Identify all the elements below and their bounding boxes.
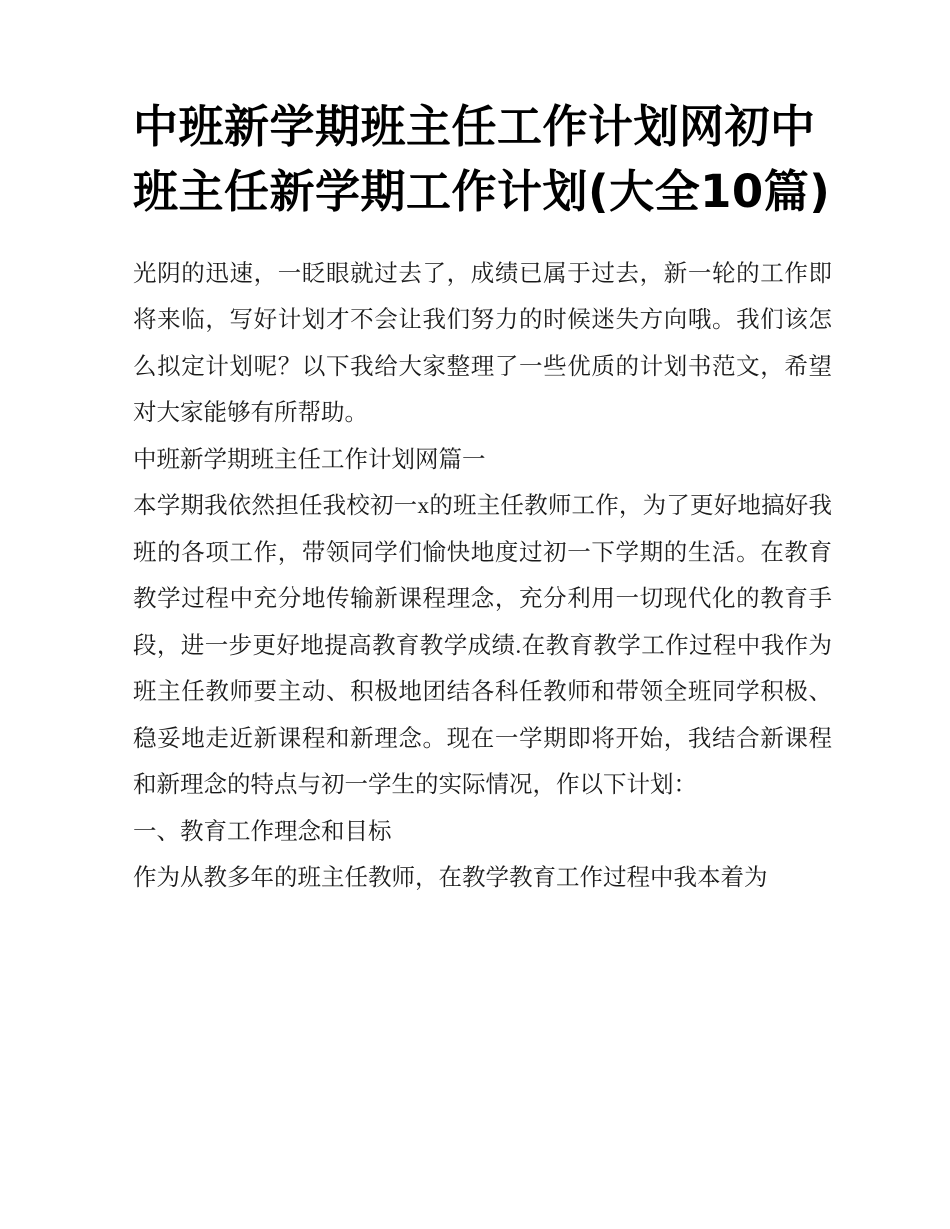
paragraph-section-heading-1: 中班新学期班主任工作计划网篇一 [133, 446, 486, 473]
paragraph-subheading-1: 一、教育工作理念和目标 [133, 818, 392, 845]
paragraph-intro: 光阴的迅速，一眨眼就过去了，成绩已属于过去，新一轮的工作即将来临，写好计划才不会让我们努力的时候迷失方向哦。我们该怎么拟定计划呢？以下我给大家整理了一些优质的计划书范文，希望对大家能够有所帮助。 [133, 260, 832, 427]
paragraph-body-1: 本学期我依然担任我校初一x的班主任教师工作，为了更好地搞好我班的各项工作，带领同学们愉快地度过初一下学期的生活。在教育教学过程中充分地传输新课程理念，充分利用一切现代化的教育手段，进一步更好地提高教育教学成绩.在教育教学工作过程中我作为班主任教师要主动、积极地团结各科任教师和带领全班同学积极、稳妥地走近新课程和新理念。现在一学期即将开始，我结合新课程和新理念的特点与初一学生的实际情况，作以下计划： [133, 493, 832, 799]
page-title: 中班新学期班主任工作计划网初中班主任新学期工作计划(大全10篇) [133, 100, 831, 218]
paragraph-body-2: 作为从教多年的班主任教师，在教学教育工作过程中我本着为 [133, 865, 768, 892]
